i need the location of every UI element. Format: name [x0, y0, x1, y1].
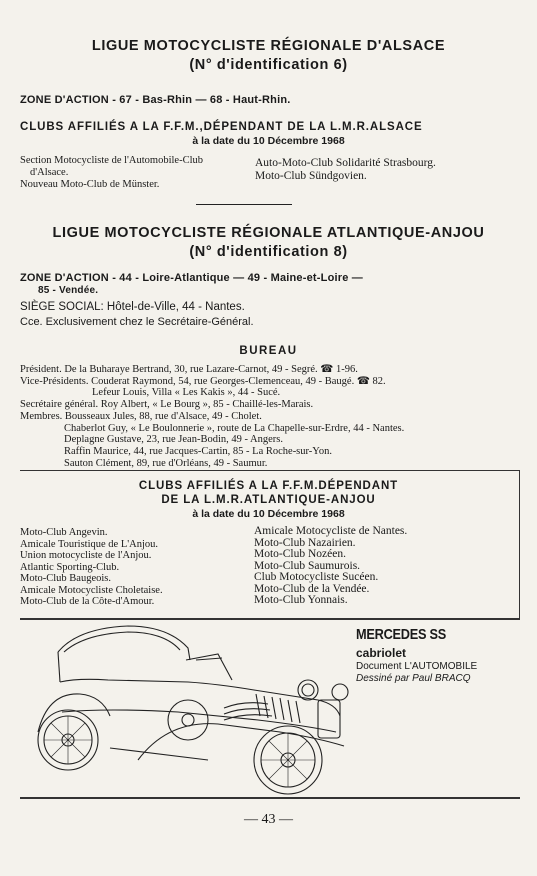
atlantique-clubs-date: à la date du 10 Décembre 1968: [192, 508, 345, 520]
rear-wheel: [38, 710, 98, 770]
atlantique-clubs-right: [254, 526, 407, 607]
bureau-row: Chaberlot Guy, « Le Boulonnerie », route de La Chapelle-sur-Erdre, 44 - Nantes.: [64, 422, 405, 434]
list-item: Auto-Moto-Club Solidarité Strasbourg.: [255, 157, 436, 169]
list-item: Amicale Touristique de L'Anjou.: [20, 538, 159, 550]
list-item: Atlantic Sporting-Club.: [20, 561, 120, 573]
alsace-zone: ZONE D'ACTION - 67 - Bas-Rhin — 68 - Haut-Rhin.: [20, 94, 291, 106]
bureau-list: [20, 364, 404, 469]
alsace-clubs-left: [20, 155, 203, 191]
illustration-bottom-rule: [20, 797, 520, 799]
atlantique-cce: Cce. Exclusivement chez le Secrétaire-Général.: [20, 316, 254, 328]
hood-louvers: [256, 694, 300, 723]
atlantique-zone: ZONE D'ACTION - 44 - Loire-Atlantique — 49 - Maine-et-Loire —: [20, 272, 364, 284]
atlantique-ident: (N° d'identification 8): [189, 244, 348, 260]
list-item: d'Alsace.: [30, 167, 69, 178]
list-item: Section Motocycliste de l'Automobile-Club: [20, 155, 203, 166]
alsace-clubs-right: [255, 157, 436, 183]
bureau-row: Raffin Maurice, 44, rue Jacques-Cartin, 85 - La Roche-sur-Yon.: [64, 445, 332, 457]
box-top-rule: [20, 470, 520, 471]
list-item: Union motocycliste de l'Anjou.: [20, 550, 152, 561]
car-source: Document L'AUTOMOBILE: [356, 661, 478, 672]
list-item: Moto-Club Baugeois.: [20, 573, 111, 584]
bureau-row: Président. De la Buharaye Bertrand, 30, rue Lazare-Carnot, 49 - Segré. ☎ 1-96.: [20, 364, 358, 375]
bureau-row: Secrétaire général. Roy Albert, « Le Bourg », 85 - Chaillé-les-Marais.: [20, 399, 314, 411]
atlantique-clubs-title-1: CLUBS AFFILIÉS A LA F.F.M.DÉPENDANT: [138, 480, 399, 492]
alsace-clubs-date: à la date du 10 Décembre 1968: [192, 135, 345, 147]
page-number: — 43 —: [244, 812, 293, 827]
bureau-row: Lefeur Louis, Villa « Les Kakis », 44 - Sucé.: [92, 387, 281, 399]
atlantique-clubs-left: [20, 527, 163, 608]
atlantique-siege: SIÈGE SOCIAL: Hôtel-de-Ville, 44 - Nantes.: [20, 301, 245, 313]
alsace-ident: (N° d'identification 6): [189, 57, 348, 73]
front-wheel: [254, 726, 322, 794]
car-type: cabriolet: [356, 646, 407, 660]
car-artist: Dessiné par Paul BRACQ: [356, 673, 471, 684]
bureau-row: Vice-Présidents. Couderat Raymond, 54, rue Georges-Clemenceau, 49 - Baugé. ☎ 82.: [20, 375, 386, 387]
list-item: Moto-Club Yonnais.: [254, 594, 348, 606]
list-item: Amicale Motocycliste de Nantes.: [254, 525, 408, 537]
car-name: MERCEDES SS: [356, 626, 447, 643]
atlantique-clubs-title-2: DE LA L.M.R.ATLANTIQUE-ANJOU: [161, 494, 376, 506]
list-item: Club Motocycliste Sucéen.: [254, 571, 379, 583]
bureau-title: BUREAU: [239, 345, 298, 357]
list-item: Moto-Club Sündgovien.: [255, 170, 367, 182]
list-item: Nouveau Moto-Club de Münster.: [20, 179, 160, 190]
mercedes-ss-car-drawing: [18, 620, 358, 796]
bureau-row: Deplagne Gustave, 23, rue Jean-Bodin, 49 - Angers.: [64, 434, 283, 446]
list-item: Moto-Club de la Vendée.: [254, 582, 370, 595]
list-item: Amicale Motocycliste Choletaise.: [20, 584, 163, 596]
alsace-title: LIGUE MOTOCYCLISTE RÉGIONALE D'ALSACE: [91, 38, 446, 54]
list-item: Moto-Club Nozéen.: [254, 548, 346, 560]
atlantique-zone-cont: 85 - Vendée.: [38, 285, 99, 296]
list-item: Moto-Club de la Côte-d'Amour.: [20, 596, 155, 607]
list-item: Moto-Club Nazairien.: [254, 536, 356, 549]
list-item: Moto-Club Angevin.: [20, 527, 108, 538]
bureau-row: Sauton Clément, 89, rue d'Orléans, 49 - Saumur.: [64, 457, 268, 469]
alsace-clubs-title: CLUBS AFFILIÉS A LA F.F.M.,DÉPENDANT DE LA L.M.R.ALSACE: [20, 121, 423, 133]
atlantique-title: LIGUE MOTOCYCLISTE RÉGIONALE ATLANTIQUE-ANJOU: [52, 225, 485, 241]
bureau-row: Membres. Bousseaux Jules, 88, rue d'Alsace, 49 - Cholet.: [20, 410, 262, 422]
section-divider: [196, 204, 292, 205]
list-item: Moto-Club Saumurois.: [254, 559, 361, 572]
